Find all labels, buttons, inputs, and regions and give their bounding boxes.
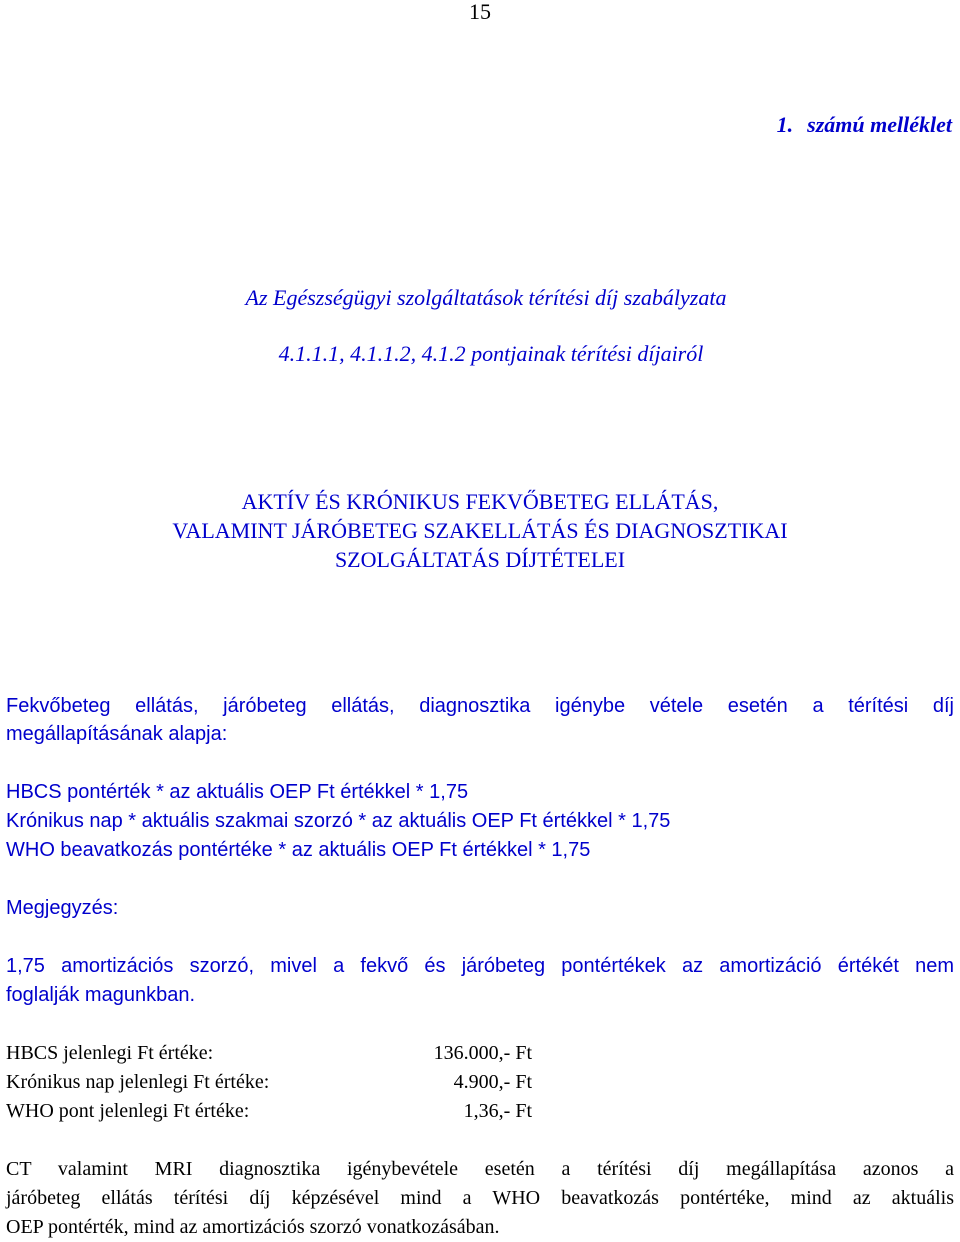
note-line-1: 1,75 amortizációs szorzó, mivel a fekvő és járóbeteg pontértékek az amortizáció értékét nem bbox=[6, 955, 954, 977]
fee-value-hbcs: 136.000,- Ft bbox=[433, 1042, 532, 1064]
closing-line-3: OEP pontérték, mind az amortizációs szorzó vonatkozásában. bbox=[6, 1216, 500, 1238]
formula-hbcs: HBCS pontérték * az aktuális OEP Ft értékkel * 1,75 bbox=[6, 781, 469, 803]
regulation-title: Az Egészségügyi szolgáltatások térítési díj szabályzata bbox=[245, 285, 727, 310]
fee-value-who: 1,36,- Ft bbox=[463, 1100, 532, 1122]
note-label: Megjegyzés: bbox=[6, 897, 119, 919]
formula-chronic-day: Krónikus nap * aktuális szakmai szorzó * az aktuális OEP Ft értékkel * 1,75 bbox=[6, 810, 671, 832]
section-heading-line-3: SZOLGÁLTATÁS DÍJTÉTELEI bbox=[334, 547, 626, 572]
formula-who: WHO beavatkozás pontértéke * az aktuális OEP Ft értékkel * 1,75 bbox=[6, 839, 591, 861]
page-number: 15 bbox=[469, 0, 491, 24]
basis-paragraph-line-2: megállapításának alapja: bbox=[6, 723, 228, 745]
fee-label-hbcs: HBCS jelenlegi Ft értéke: bbox=[6, 1042, 214, 1064]
fee-label-chronic-day: Krónikus nap jelenlegi Ft értéke: bbox=[6, 1071, 270, 1093]
regulation-points: 4.1.1.1, 4.1.1.2, 4.1.2 pontjainak térítési díjairól bbox=[278, 341, 704, 366]
annex-title: számú melléklet bbox=[807, 112, 952, 137]
section-heading-line-2: VALAMINT JÁRÓBETEG SZAKELLÁTÁS ÉS DIAGNOSZTIKAI bbox=[172, 518, 788, 543]
section-heading-line-1: AKTÍV ÉS KRÓNIKUS FEKVŐBETEG ELLÁTÁS, bbox=[241, 489, 719, 514]
fee-label-who: WHO pont jelenlegi Ft értéke: bbox=[6, 1100, 250, 1122]
closing-line-1: CT valamint MRI diagnosztika igénybevétele esetén a térítési díj megállapítása azonos a bbox=[6, 1158, 954, 1180]
annex-label bbox=[777, 112, 952, 138]
annex-number: 1. bbox=[776, 112, 794, 137]
basis-paragraph-line-1: Fekvőbeteg ellátás, járóbeteg ellátás, diagnosztika igénybe vétele esetén a térítési díj bbox=[6, 695, 954, 717]
note-line-2: foglalják magunkban. bbox=[6, 984, 196, 1006]
fee-value-chronic-day: 4.900,- Ft bbox=[453, 1071, 532, 1093]
closing-line-2: járóbeteg ellátás térítési díj képzésével mind a WHO beavatkozás pontértéke, mind az aktuális bbox=[6, 1187, 954, 1209]
